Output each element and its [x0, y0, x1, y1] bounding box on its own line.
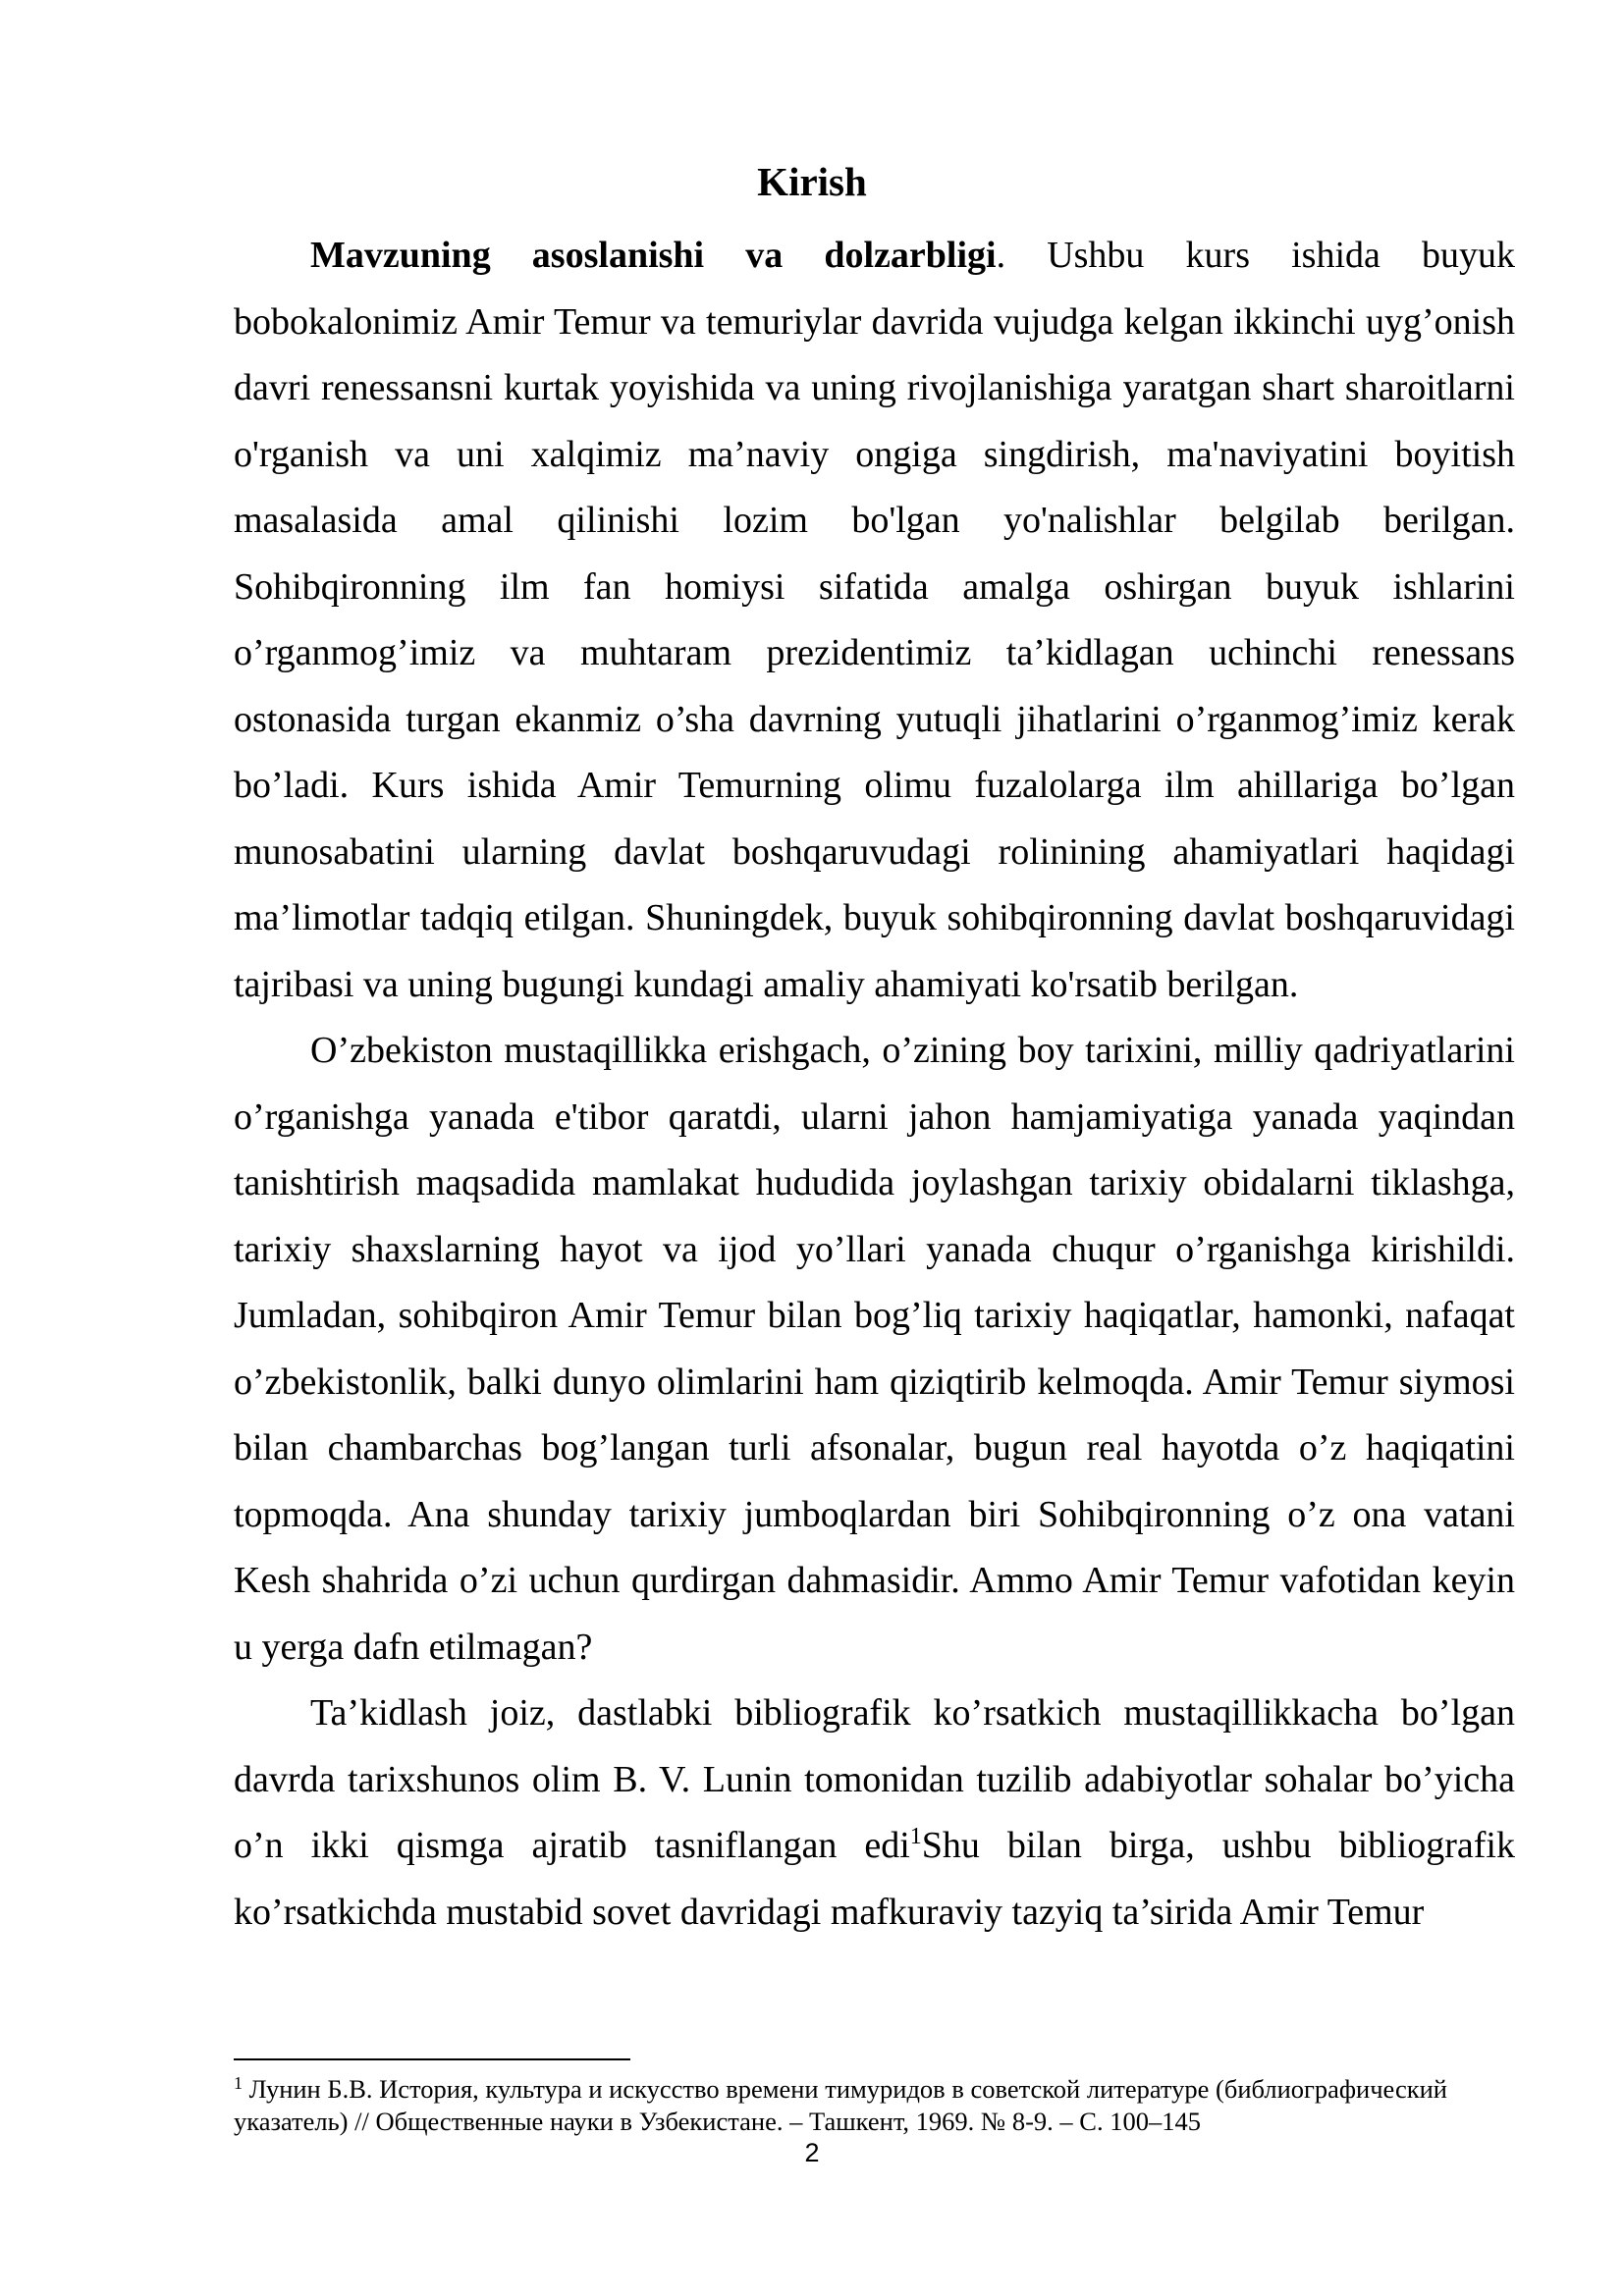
paragraph-lead-heading: Mavzuning asoslanishi va dolzarbligi: [310, 235, 997, 276]
paragraph-text: O’zbekiston mustaqillikka erishgach, o’zining boy tarixini, milliy qadriyatlarini o’rganishga yanada e'tibor qaratdi, ularni jahon hamjamiyatiga yanada yaqindan tanishtirish maqsadida mamlakat hududida joylashgan tarixiy obidalarni tiklashga, tarixiy shaxslarning hayot va ijod yo’llari yanada chuqur o’rganishga kirishildi. Jumladan, sohibqiron Amir Temur bilan bog’liq tarixiy haqiqatlar, hamonki, nafaqat o’zbekistonlik, balki dunyo olimlarini ham qiziqtirib kelmoqda. Amir Temur siymosi bilan chambarchas bog’langan turli afsonalar, bugun real hayotda o’z haqiqatini topmoqda. Ana shunday tarixiy jumboqlardan biri Sohibqironning o’z ona vatani Kesh shahrida o’zi uchun qurdirgan dahmasidir. Ammo Amir Temur vafotidan keyin u yerga dafn etilmagan?: [234, 1030, 1515, 1668]
paragraph-bibliography: [234, 1681, 1515, 1946]
footnote-separator: [234, 2058, 630, 2060]
footnote-reference[interactable]: 1: [909, 1824, 922, 1849]
paragraph-lead-punct: .: [996, 235, 1006, 276]
footnote-marker: 1: [234, 2073, 243, 2093]
paragraph-text: Ushbu kurs ishida buyuk bobokalonimiz Amir Temur va temuriylar davrida vujudga kelgan ikkinchi uyg’onish davri renessansni kurtak yoyishida va uning rivojlanishiga yaratgan shart sharoitlarni o'rganish va uni xalqimiz ma’naviy ongiga singdirish, ma'naviyatini boyitish masalasida amal qilinishi lozim bo'lgan yo'nalishlar belgilab berilgan. Sohibqironning ilm fan homiysi sifatida amalga oshirgan buyuk ishlarini o’rganmog’imiz va muhtaram prezidentimiz ta’kidlagan uchinchi renessans ostonasida turgan ekanmiz o’sha davrning yutuqli jihatlarini o’rganmog’imiz kerak bo’ladi. Kurs ishida Amir Temurning olimu fuzalolarga ilm ahillariga bo’lgan munosabatini ularning davlat boshqaruvudagi rolinining ahamiyatlari haqidagi ma’limotlar tadqiq etilgan. Shuningdek, buyuk sohibqironning davlat boshqaruvidagi tajribasi va uning bugungi kundagi amaliy ahamiyati ko'rsatib berilgan.: [234, 235, 1515, 1005]
page-number: 2: [804, 2138, 820, 2167]
paragraph-independence: [234, 1018, 1515, 1681]
paragraph-relevance: [234, 223, 1515, 1018]
footnote-text: Лунин Б.В. История, культура и искусство времени тимуридов в советской литературе (библиографический указатель) // Общественные науки в Узбекистане. – Ташкент, 1969. № 8-9. – С. 100–145: [234, 2074, 1447, 2136]
paragraph-text-before-ref: Ta’kidlash joiz, dastlabki bibliografik ko’rsatkich mustaqillikkacha bo’lgan davrda tarixshunos olim B. V. Lunin tomonidan tuzilib adabiyotlar sohalar bo’yicha o’n ikki qismga ajratib tasniflangan edi: [234, 1692, 1515, 1866]
page-title: Kirish: [757, 159, 867, 204]
footnote: [234, 2073, 1515, 2138]
paragraph-text-after-ref: Shu bilan birga, ushbu bibliografik ko’rsatkichda mustabid sovet davridagi mafkuraviy tazyiq ta’sirida Amir Temur: [234, 1825, 1515, 1933]
body-text: [234, 223, 1515, 1946]
